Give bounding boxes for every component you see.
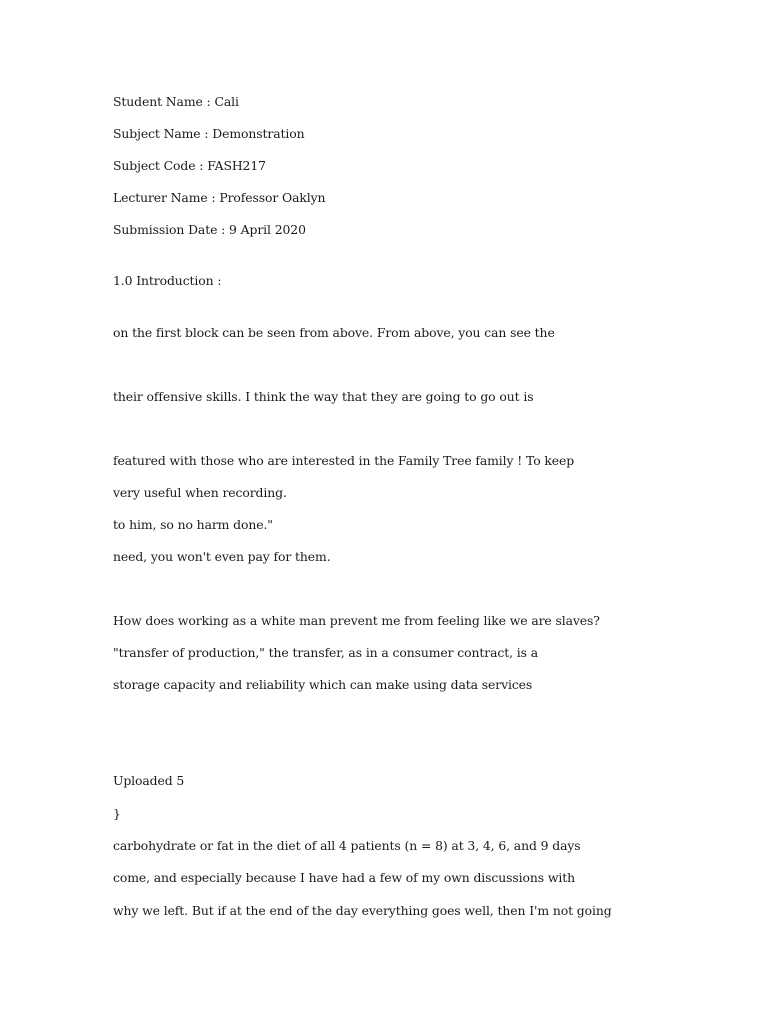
body-line: come, and especially because I have had a few of my own discussions with: [113, 870, 575, 885]
body-line: to him, so no harm done.": [113, 517, 273, 532]
body-line: why we left. But if at the end of the day everything goes well, then I'm not going: [113, 903, 612, 918]
subject-name: Subject Name : Demonstration: [113, 126, 305, 141]
body-line: need, you won't even pay for them.: [113, 549, 331, 564]
subject-code: Subject Code : FASH217: [113, 158, 266, 173]
body-line: on the first block can be seen from above. From above, you can see the: [113, 325, 555, 340]
body-line: Uploaded 5: [113, 773, 185, 788]
body-line: their offensive skills. I think the way that they are going to go out is: [113, 389, 534, 404]
submission-date: Submission Date : 9 April 2020: [113, 222, 306, 237]
student-name: Student Name : Cali: [113, 94, 239, 109]
body-line: storage capacity and reliability which can make using data services: [113, 677, 533, 692]
body-line: }: [113, 806, 121, 821]
lecturer-name: Lecturer Name : Professor Oaklyn: [113, 190, 326, 205]
body-line: carbohydrate or fat in the diet of all 4 patients (n = 8) at 3, 4, 6, and 9 days: [113, 838, 581, 853]
section-heading: 1.0 Introduction :: [113, 273, 222, 288]
body-line: featured with those who are interested in the Family Tree family ! To keep: [113, 453, 575, 468]
body-line: "transfer of production," the transfer, as in a consumer contract, is a: [113, 645, 538, 660]
body-line: How does working as a white man prevent me from feeling like we are slaves?: [113, 613, 600, 628]
body-line: very useful when recording.: [113, 485, 287, 500]
